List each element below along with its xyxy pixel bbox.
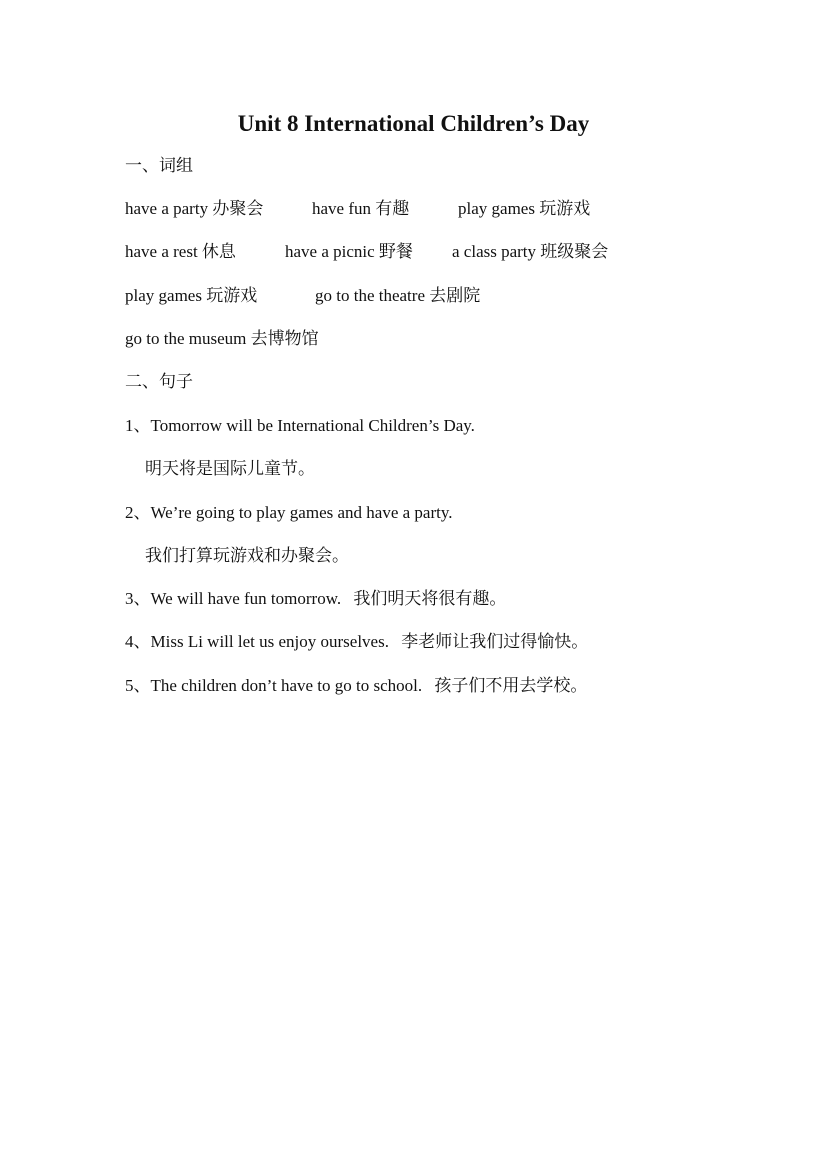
sentence-en: 4、Miss Li will let us enjoy ourselves. (125, 632, 389, 651)
sentence-zh: 明天将是国际儿童节。 (145, 459, 315, 478)
page-title: Unit 8 International Children’s Day (237, 111, 590, 136)
sentence-en: 1、Tomorrow will be International Children’s Day. (125, 416, 475, 435)
phrase-item: have a party 办聚会 (125, 199, 264, 218)
section-heading-phrases: 一、词组 (125, 156, 193, 175)
phrase-item: have a rest 休息 (125, 242, 236, 261)
phrase-row-1 (125, 198, 590, 220)
phrase-item: a class party 班级聚会 (452, 242, 609, 261)
phrase-row-2 (125, 241, 608, 263)
sentence-zh: 李老师让我们过得愉快。 (401, 632, 589, 651)
section-heading-sentences: 二、句子 (125, 372, 193, 391)
sentence-zh: 我们明天将很有趣。 (353, 589, 507, 608)
sentence-zh: 孩子们不用去学校。 (434, 676, 588, 695)
sentence-zh: 我们打算玩游戏和办聚会。 (145, 546, 349, 565)
phrase-item: play games 玩游戏 (125, 286, 258, 305)
sentence-row-4 (125, 631, 588, 653)
phrase-row-3 (125, 285, 480, 307)
phrase-item: have a picnic 野餐 (285, 242, 413, 261)
phrase-item: have fun 有趣 (312, 199, 410, 218)
phrase-item: go to the museum 去博物馆 (125, 329, 319, 348)
sentence-en: 5、The children don’t have to go to school. (125, 676, 423, 695)
phrase-row-4 (125, 328, 319, 350)
sentence-row-3 (125, 588, 506, 610)
phrase-item: play games 玩游戏 (458, 199, 591, 218)
phrase-item: go to the theatre 去剧院 (315, 286, 481, 305)
sentence-row-5 (125, 675, 587, 697)
sentence-en: 2、We’re going to play games and have a party. (125, 503, 453, 522)
sentence-en: 3、We will have fun tomorrow. (125, 589, 342, 608)
